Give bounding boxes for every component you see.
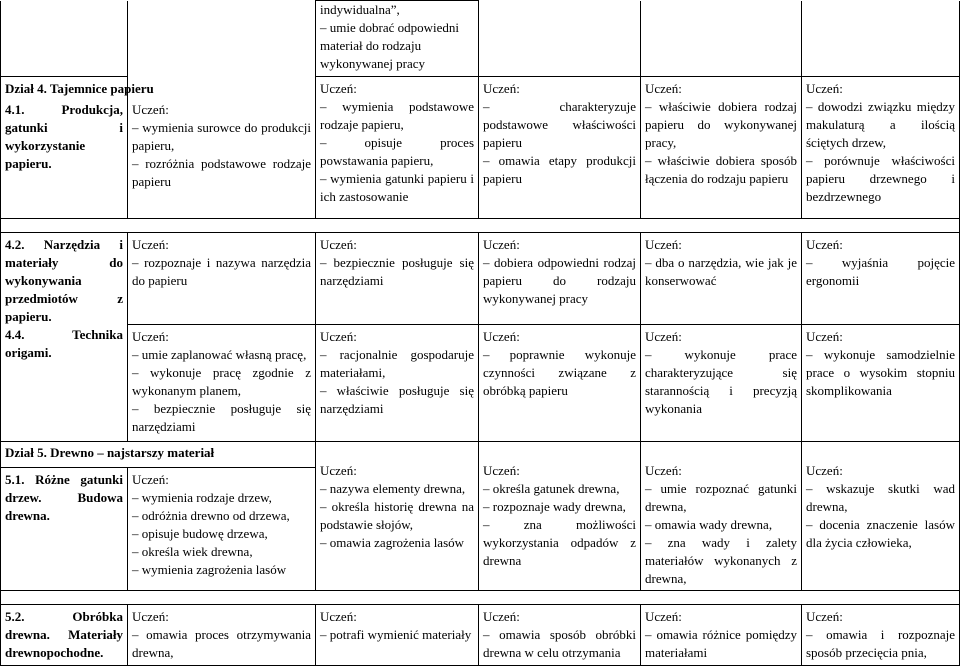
student-label: Uczeń: xyxy=(645,608,682,624)
outcome-item: – porównuje właściwości papieru drzewnego i bezdrzewnego xyxy=(806,153,955,204)
cell-text xyxy=(641,232,802,324)
student-label: Uczeń: xyxy=(132,236,169,252)
outcome-item: – bezpiecznie posługuje się narzędziami xyxy=(132,400,311,434)
outcome-item: – omawia zagrożenia lasów xyxy=(320,534,465,550)
outcome-item: – odróżnia drewno od drzewa, xyxy=(132,507,290,523)
student-label: Uczeń: xyxy=(320,608,357,624)
student-label: Uczeń: xyxy=(132,328,169,344)
cell-text xyxy=(802,324,960,441)
section-title-text: Dział 5. Drewno – najstarszy materiał xyxy=(5,444,215,460)
lesson-topic-text: 4.1. Produkcja, gatunki i wykorzystanie papieru. xyxy=(5,102,123,171)
cell-text xyxy=(802,232,960,324)
outcome-item: – właściwie dobiera sposób łączenia do rodzaju papieru xyxy=(645,153,797,186)
outcome-item: – zna możliwości wykorzystania odpadów z drewna xyxy=(483,516,636,568)
cell-text xyxy=(128,467,316,590)
student-label: Uczeń: xyxy=(645,236,682,252)
outcome-item: – określa wiek drewna, xyxy=(132,543,253,559)
table-row xyxy=(1,1,960,77)
section-title xyxy=(1,441,316,467)
cell-text xyxy=(316,1,479,77)
outcome-item: – wymienia surowce do produkcji papieru, xyxy=(132,120,311,153)
lesson-topic xyxy=(1,467,128,590)
section-title xyxy=(1,77,154,99)
table-row xyxy=(1,77,960,99)
cell-text xyxy=(641,604,802,665)
outcome-item: – opisuje budowę drzewa, xyxy=(132,525,268,541)
lesson-topic-text: 4.4. Technika origami. xyxy=(5,326,123,360)
table-spacer xyxy=(1,218,960,232)
outcome-item: – umie zaplanować własną pracę, xyxy=(132,346,307,362)
outcome-item: – nazywa elementy drewna, xyxy=(320,480,466,496)
student-label: Uczeń: xyxy=(483,462,520,478)
outcome-item: – określa gatunek drewna, xyxy=(483,480,620,496)
cell-text xyxy=(316,324,479,441)
outcome-item: – wymienia gatunki papieru i ich zastosowanie xyxy=(320,171,474,204)
outcome-item: – opisuje proces powstawania papieru, xyxy=(320,135,474,168)
cell-text xyxy=(128,604,316,665)
lesson-topic-text: 5.2. Obróbka drewna. Materiały drewnopochodne. xyxy=(5,608,123,660)
outcome-item: – umie rozpoznać gatunki drewna, xyxy=(645,480,797,514)
student-label: Uczeń: xyxy=(483,81,520,96)
outcome-item: – omawia i rozpoznaje sposób przecięcia pnia, xyxy=(806,626,955,660)
outcome-item: – wykonuje prace charakteryzujące się starannością i precyzją wykonania xyxy=(645,346,797,416)
cell-text xyxy=(479,441,641,590)
empty-cell xyxy=(1,1,128,77)
student-label: Uczeń: xyxy=(483,608,520,624)
outcome-item: – wymienia zagrożenia lasów xyxy=(132,561,287,577)
outcome-item: – określa historię drewna na podstawie słojów, xyxy=(320,498,474,532)
table-row xyxy=(1,232,960,324)
outcome-item: – zna wady i zalety materiałów wykonanych z drewna, xyxy=(645,534,797,586)
cell-text xyxy=(641,441,802,590)
cell-text xyxy=(479,77,641,219)
outcome-item: – racjonalnie gospodaruje materiałami, xyxy=(320,346,474,380)
cell-text xyxy=(316,77,479,219)
student-label: Uczeń: xyxy=(320,328,357,344)
outcome-item: materiał do rodzaju xyxy=(320,38,422,53)
student-label: Uczeń: xyxy=(320,236,357,252)
outcome-item: indywidualna”, xyxy=(320,2,400,17)
student-label: Uczeń: xyxy=(806,462,843,478)
lesson-topic xyxy=(1,604,128,665)
cell-text xyxy=(128,232,316,324)
cell-text xyxy=(802,77,960,219)
empty-cell xyxy=(641,1,802,77)
cell-text xyxy=(802,604,960,665)
outcome-item: – omawia różnice pomiędzy materiałami xyxy=(645,626,797,660)
outcome-item: – właściwie dobiera rodzaj papieru do wykonywanej pracy, xyxy=(645,99,797,150)
table-spacer xyxy=(1,590,960,604)
outcome-item: wykonywanej pracy xyxy=(320,56,426,71)
student-label: Uczeń: xyxy=(645,81,682,96)
student-label: Uczeń: xyxy=(483,328,520,344)
outcome-item: – potrafi wymienić materiały xyxy=(320,626,472,642)
outcome-item: – omawia etapy produkcji papieru xyxy=(483,153,636,186)
table-row xyxy=(1,604,960,665)
empty-cell xyxy=(128,77,316,99)
outcome-item: – bezpiecznie posługuje się narzędziami xyxy=(320,254,474,288)
outcome-item: – charakteryzuje podstawowe właściwości papieru xyxy=(483,99,636,150)
outcome-item: – wykonuje pracę zgodnie z wykonanym planem, xyxy=(132,364,311,398)
outcome-item: – omawia sposób obróbki drewna w celu otrzymania xyxy=(483,626,636,660)
outcome-item: – wskazuje skutki wad drewna, xyxy=(806,480,955,514)
student-label: Uczeń: xyxy=(645,328,682,344)
lesson-topic-text: 4.2. Narzędzia i materiały do wykonywania przedmiotów z papieru. xyxy=(5,236,123,324)
student-label: Uczeń: xyxy=(806,236,843,252)
cell-text xyxy=(316,232,479,324)
outcome-item: – omawia proces otrzymywania drewna, xyxy=(132,626,311,660)
student-label: Uczeń: xyxy=(132,608,169,624)
outcome-item: – dobiera odpowiedni rodzaj papieru do rodzaju wykonywanej pracy xyxy=(483,254,636,306)
cell-text xyxy=(479,324,641,441)
cell-text xyxy=(641,77,802,219)
empty-cell xyxy=(128,1,316,77)
student-label: Uczeń: xyxy=(320,81,357,96)
cell-text xyxy=(479,604,641,665)
outcome-item: – docenia znaczenie lasów dla życia człowieka, xyxy=(806,516,955,550)
outcome-item: – wymienia rodzaje drzew, xyxy=(132,489,272,505)
outcome-item: – poprawnie wykonuje czynności związane z obróbką papieru xyxy=(483,346,636,398)
student-label: Uczeń: xyxy=(483,236,520,252)
student-label: Uczeń: xyxy=(806,328,843,344)
cell-text xyxy=(128,324,316,441)
outcome-item: – dba o narzędzia, wie jak je konserwować xyxy=(645,254,797,288)
cell-text xyxy=(802,441,960,590)
cell-text xyxy=(479,232,641,324)
cell-text xyxy=(316,441,479,590)
student-label: Uczeń: xyxy=(132,471,169,487)
student-label: Uczeń: xyxy=(806,608,843,624)
outcome-item: – rozróżnia podstawowe rodzaje papieru xyxy=(132,156,311,189)
empty-cell xyxy=(802,1,960,77)
student-label: Uczeń: xyxy=(645,462,682,478)
cell-text xyxy=(641,324,802,441)
outcome-item: – właściwie posługuje się narzędziami xyxy=(320,382,474,416)
cell-text xyxy=(128,98,316,218)
outcome-item: – dowodzi związku między makulaturą a ilością ściętych drzew, xyxy=(806,99,955,150)
outcome-item: – rozpoznaje i nazywa narzędzia do papieru xyxy=(132,254,311,288)
table-row xyxy=(1,441,960,467)
table-row xyxy=(1,324,960,441)
student-label: Uczeń: xyxy=(132,102,169,117)
outcome-item: – wymienia podstawowe rodzaje papieru, xyxy=(320,99,474,132)
outcome-item: – umie dobrać odpowiedni xyxy=(320,20,459,35)
empty-cell xyxy=(479,1,641,77)
outcome-item: – omawia wady drewna, xyxy=(645,516,773,532)
outcome-item: – wyjaśnia pojęcie ergonomii xyxy=(806,254,955,288)
student-label: Uczeń: xyxy=(806,81,843,96)
lesson-topic-text: 5.1. Różne gatunki drzew. Budowa drewna. xyxy=(5,471,123,523)
lesson-topic xyxy=(1,98,128,218)
cell-text xyxy=(316,604,479,665)
lesson-topic xyxy=(1,232,128,441)
section-title-text: Dział 4. Tajemnice papieru xyxy=(5,81,154,96)
outcome-item: – wykonuje samodzielnie prace o wysokim stopniu skomplikowania xyxy=(806,346,955,398)
student-label: Uczeń: xyxy=(320,462,357,478)
outcome-item: – rozpoznaje wady drewna, xyxy=(483,498,626,514)
